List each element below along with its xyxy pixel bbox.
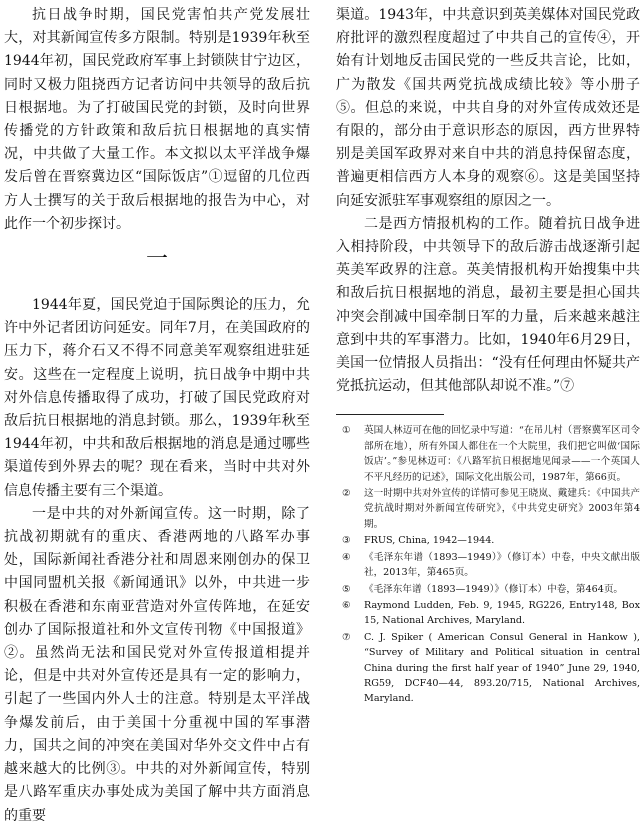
body-paragraph-4: 二是西方情报机构的工作。随着抗日战争进入相持阶段，中共领导下的敌后游击战逐渐引起英美军政界的注意。英美情报机构开始搜集中共和敌后抗日根据地的消息，最初主要是担心国共冲突会削减中国牵制日军的力量，后来越来越注意到中共的军事潜力。比如，1940年6月29日，美国一位情报人员指出：“没有任何理由怀疑共产党抵抗运动，但其他部队却说不准。”⑦ bbox=[336, 215, 640, 395]
spacer bbox=[4, 276, 310, 294]
body-paragraph-2: 一是中共的对外新闻宣传。这一时期，除了抗战初期就有的重庆、香港两地的八路军办事处，国际新闻社香港分社和周恩来刚创办的保卫中国同盟机关报《新闻通讯》以外，中共进一步积极在香港和东南亚营造对外宣传阵地，在延安创办了国际报道社和外文宣传刊物《中国报道》②。虽然尚无法和国民党对外宣传报道相提并论，但是中共对外宣传还是具有一定的影响力，引起了一些国内外人士的注意。特别是太平洋战争爆发前后，由于美国十分重视中国的军事潜力，国共之间的冲突在美国对华外交文件中占有越来越大的比例③。中共的对外新闻宣传，特别是八路军重庆办事处成为美国了解中共方面消息的重要 bbox=[4, 505, 310, 824]
footnote-text: 《毛泽东年谱（1893—1949）》（修订本）中卷，第464页。 bbox=[364, 583, 624, 595]
footnote bbox=[336, 630, 640, 707]
footnote-number: ② bbox=[342, 488, 351, 500]
footnote-text: Raymond Ludden, Feb. 9, 1945, RG226, Entry148, Box 15, National Archives, Maryland. bbox=[364, 599, 640, 627]
footnote-text: 这一时期中共对外宣传的详情可参见王晓岚、戴建兵：《中国共产党抗战时期对外新闻宣传研究》，《中共党史研究》2003年第4期。 bbox=[364, 488, 640, 530]
footnotes bbox=[336, 423, 640, 706]
footnote bbox=[336, 423, 640, 485]
intro-paragraph: 抗日战争时期，国民党害怕共产党发展壮大，对其新闻宣传多方限制。特别是1939年秋至1944年初，国民党政府军事上封锁陕甘宁边区，同时又极力阻挠西方记者访问中共领导的敌后抗日根据地。为了打破国民党的封锁，及时向世界传播党的方针政策和敌后抗日根据地的真实情况，中共做了大量工作。本文拟以太平洋战争爆发后曾在晋察冀边区“国际饭店”①逗留的几位西方人士撰写的关于敌后根据地的报告为中心，对此作一个初步探讨。 bbox=[4, 7, 310, 232]
footnote bbox=[336, 533, 640, 548]
footnote-number: ① bbox=[342, 425, 351, 437]
footnote-number: ⑦ bbox=[342, 631, 351, 643]
footnote bbox=[336, 550, 640, 581]
footnote-text: 《毛泽东年谱（1893—1949）》（修订本）中卷，中央文献出版社，2013年，第465页。 bbox=[364, 551, 640, 579]
footnote-number: ⑤ bbox=[342, 583, 351, 595]
footnote bbox=[336, 486, 640, 532]
left-column bbox=[4, 4, 310, 828]
body-paragraph-3: 渠道。1943年，中共意识到英美媒体对国民党政府批评的激烈程度超过了中共自己的宣传④，开始有计划地反击国民党的一些反共言论，比如，广为散发《国共两党抗战成绩比较》等小册子⑤。但总的来说，中共自身的对外宣传成效还是有限的，部分由于意识形态的原因，西方世界特别是美国军政界对来自中共的消息持保留态度，普遍更相信西方人本身的观察⑥。这是美国坚持向延安派驻军事观察组的原因之一。 bbox=[336, 7, 640, 209]
section-number: 一 bbox=[145, 247, 168, 273]
footnote-number: ⑥ bbox=[342, 599, 351, 611]
footnote bbox=[336, 598, 640, 629]
right-column bbox=[336, 4, 640, 708]
footnote bbox=[336, 582, 640, 597]
footnote-text: FRUS, China, 1942—1944. bbox=[364, 535, 495, 547]
footnote-number: ③ bbox=[342, 535, 351, 547]
body-paragraph-1: 1944年夏，国民党迫于国际舆论的压力，允许中外记者团访问延安。同年7月，在美国政府的压力下，蒋介石又不得不同意美军观察组进驻延安。这些在一定程度上说明，抗日战争中期中共对外信息传播取得了成功，打破了国民党政府对敌后抗日根据地的消息封锁。那么，1939年秋至1944年初，中共和敌后根据地的消息是通过哪些渠道传到外界去的呢？现在看来，当时中共对外信息传播主要有三个渠道。 bbox=[4, 297, 310, 499]
footnote-number: ④ bbox=[342, 551, 351, 563]
footnote-divider bbox=[336, 414, 444, 415]
footnote-text: 英国人林迈可在他的回忆录中写道：“在吊儿村（晋察冀军区司令部所在地），所有外国人都住在一个大院里，我们把它叫做‘国际饭店’。”参见林迈可：《八路军抗日根据地见闻录——一个英国人不平凡经历的记述》，国际文化出版公司，1987年，第66页。 bbox=[364, 425, 640, 483]
footnote-text: C. J. Spiker ( American Consul General in Hankow ), “Survey of Military and Political situation in central China during the first half year of 1940” June 29, 1940, RG59, DCF40—44, 893.20/715, National Archives, Maryland. bbox=[364, 631, 640, 705]
